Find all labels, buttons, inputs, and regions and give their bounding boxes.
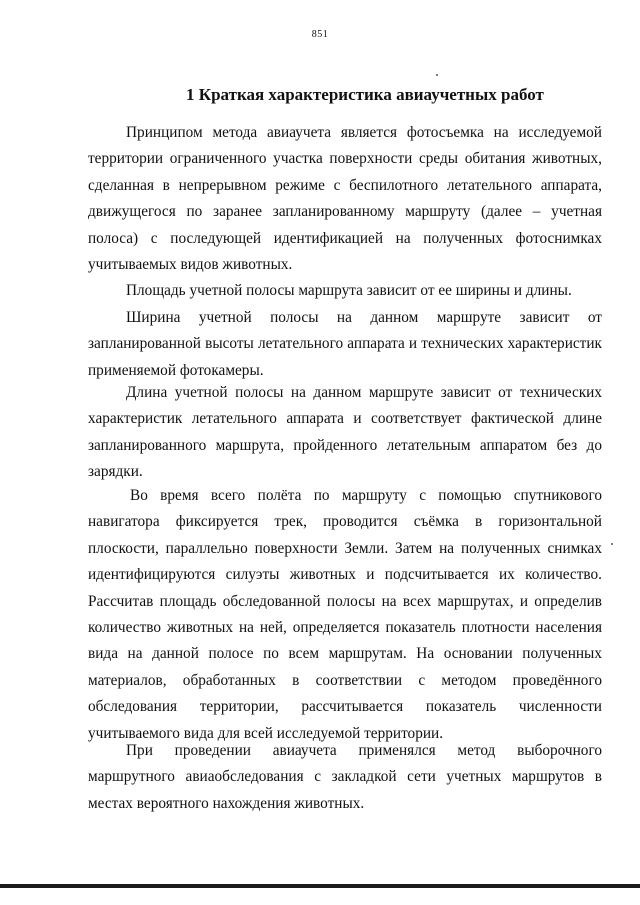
scan-speck — [436, 74, 438, 76]
paragraph-strip-width: Ширина учетной полосы на данном маршруте зависит от запланированной высоты летательного аппарата и технических характеристик применяемой фотокамеры. — [88, 309, 602, 379]
paragraph-sampling-method: При проведении авиаучета применялся метод выборочного маршрутного авиаобследования с закладкой сети учетных маршрутов в местах вероятного нахождения животных. — [88, 742, 602, 812]
bottom-scan-border — [0, 884, 640, 888]
page-number: 851 — [311, 29, 329, 40]
scan-speck — [611, 543, 613, 545]
paragraph-strip-length: Длина учетной полосы на данном маршруте зависит от технических характеристик летательного аппарата и соответствует фактической длине запланированного маршрута, пройденного летательным аппаратом без до зарядки. — [88, 384, 602, 481]
section-title: 1 Краткая характеристика авиаучетных работ — [186, 85, 544, 104]
paragraph-strip-area: Площадь учетной полосы маршрута зависит от ее ширины и длины. — [126, 282, 572, 299]
paragraph-method-principle: Принципом метода авиаучета является фотосъемка на исследуемой территории ограниченного участка поверхности среды обитания животных, сделанная в непрерывном режиме с беспилотного летательного аппарата, движущегося по заранее запланированному маршруту (далее – учетная полоса) с последующей идентификацией на полученных фотоснимках учитываемых видов животных. — [88, 124, 602, 274]
paragraph-flight-procedure: Во время всего полёта по маршруту с помощью спутникового навигатора фиксируется трек, проводится съёмка в горизонтальной плоскости, параллельно поверхности Земли. Затем на полученных снимках идентифицируются силуэты животных и подсчитывается их количество. Рассчитав площадь обследованной полосы на всех маршрутах, и определив количество животных на ней, определяется показатель плотности населения вида на данной полосе по всем маршрутам. На основании полученных материалов, обработанных в соответствии с методом проведённого обследования территории, рассчитывается показатель численности учитываемого вида для всей исследуемой территории. — [88, 487, 602, 742]
